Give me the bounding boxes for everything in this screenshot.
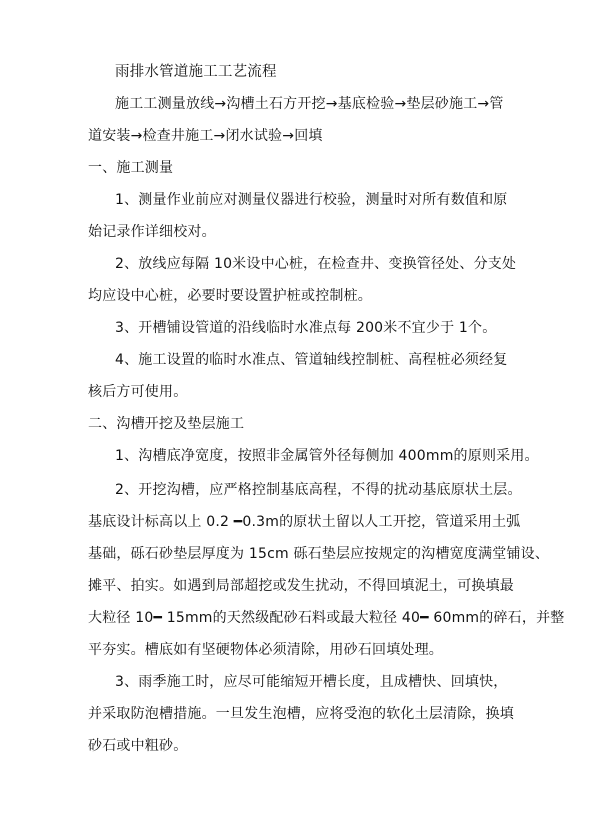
flow-line-2: 道安装→检查井施工→闭水试验→回填 — [88, 128, 323, 144]
survey-item-1-line-2: 始记录作详细校对。 — [88, 224, 216, 240]
trench-item-2-line-1: 2、开挖沟槽，应严格控制基底高程，不得的扰动基底原状土层。 — [115, 482, 522, 498]
trench-item-2-line-5: 大粒径 10━ 15mm的天然级配砂石料或最大粒径 40━ 60mm的碎石，并整 — [88, 610, 565, 626]
trench-item-3-line-1: 3、雨季施工时，应尽可能缩短开槽长度，且成槽快、回填快， — [115, 674, 508, 690]
flow-line-1: 施工工测量放线→沟槽土石方开挖→基底检验→垫层砂施工→管 — [115, 96, 504, 112]
survey-item-4-line-1: 4、施工设置的临时水准点、管道轴线控制桩、高程桩必须经复 — [115, 352, 508, 368]
trench-item-3-line-2: 并采取防泡槽措施。一旦发生泡槽，应将受泡的软化土层清除，换填 — [88, 706, 514, 722]
trench-item-2-line-6: 平夯实。槽底如有坚硬物体必须清除，用砂石回填处理。 — [88, 642, 443, 658]
trench-item-2-line-4: 摊平、拍实。如遇到局部超挖或发生扰动，不得回填泥土，可换填最 — [88, 578, 514, 594]
trench-item-3-line-3: 砂石或中粗砂。 — [88, 738, 188, 754]
survey-item-2-line-1: 2、放线应每隔 10米设中心桩，在检查井、变换管径处、分支处 — [115, 256, 517, 272]
survey-item-1-line-1: 1、测量作业前应对测量仪器进行校验，测量时对所有数值和原 — [115, 192, 508, 208]
survey-item-3-line-1: 3、开槽铺设管道的沿线临时水准点每 200米不宜少于 1个。 — [115, 320, 497, 336]
section-heading-survey: 一、施工测量 — [88, 160, 174, 176]
section-heading-trench: 二、沟槽开挖及垫层施工 — [88, 416, 245, 432]
trench-item-2-line-2: 基底设计标高以上 0.2 ━0.3m的原状土留以人工开挖，管道采用土弧 — [88, 514, 521, 530]
survey-item-4-line-2: 核后方可使用。 — [88, 384, 188, 400]
document-title: 雨排水管道施工工艺流程 — [115, 64, 277, 80]
trench-item-1-line-1: 1、沟槽底净宽度，按照非金属管外径每侧加 400mm的原则采用。 — [115, 448, 539, 464]
trench-item-2-line-3: 基础，砾石砂垫层厚度为 15cm 砾石垫层应按规定的沟槽宽度满堂铺设、 — [88, 546, 550, 562]
survey-item-2-line-2: 均应设中心桩，必要时要设置护桩或控制桩。 — [88, 288, 372, 304]
